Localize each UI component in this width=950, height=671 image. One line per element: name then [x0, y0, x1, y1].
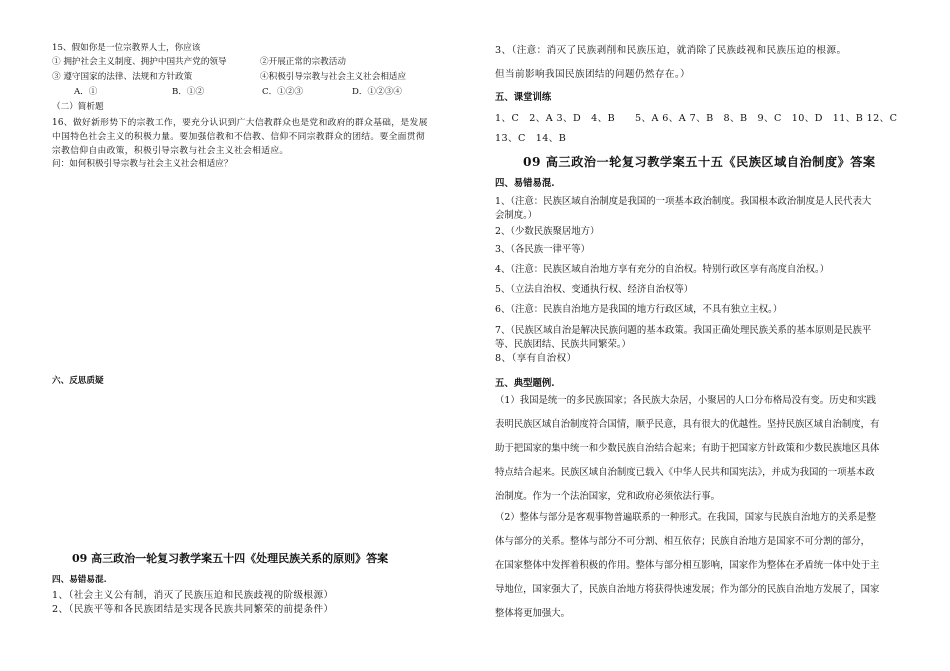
section-5-heading: 五、课堂训练	[495, 92, 552, 103]
q16-line-2: 中国特色社会主义的积极力量。要加强信教和不信教、信仰不同宗教群众的团结。要全面贯彻	[52, 132, 425, 142]
example-2-line-3: 在国家整体中发挥着积极的作用。整体与部分相互影响，国家作为整体在矛盾统一体中处于主	[495, 560, 880, 571]
q15-option-3: ③ 遵守国家的法律、法规和方针政策	[52, 72, 193, 82]
q15-choice-d: D．①②③④	[352, 87, 402, 97]
answer-55-item-2: 2、（少数民族聚居地方）	[495, 226, 600, 237]
example-1-line-3: 助于把国家的集中统一和少数民族自治结合起来；有助于把国家方针政策和少数民族地区具体	[495, 443, 880, 454]
answer-55-item-7-line-1: 7、（民族区域自治是解决民族问题的基本政策。我国正确处理民族关系的基本原则是民族平	[495, 325, 872, 336]
section-5b-heading: 五、典型题例.	[495, 378, 555, 389]
answer-54-title: 09 高三政治一轮复习教学案五十四《处理民族关系的原则》答案	[72, 552, 389, 565]
q16-line-1: 16、做好新形势下的宗教工作，要充分认识到广大信教群众也是党和政府的群众基础，是发展	[52, 118, 428, 128]
section-6-heading: 六、反思质疑	[52, 376, 104, 386]
answer-54-heading: 四、易错易混.	[52, 575, 107, 585]
answer-55-item-8: 8、（享有自治权）	[495, 353, 577, 364]
answer-55-item-3: 3、（各民族一律平等）	[495, 244, 591, 255]
answer-55-item-7-line-2: 等、民族团结、民族共同繁荣。）	[495, 339, 631, 350]
section-2-heading: （二）简析题	[52, 102, 104, 112]
answer-55-item-6: 6、（注意：民族自治地方是我国的地方行政区域，不具有独立主权。）	[495, 304, 783, 315]
answer-54-item-1: 1、（社会主义公有制，消灭了民族压迫和民族歧视的阶级根源）	[52, 590, 334, 601]
q15-choice-a: A．①	[74, 87, 98, 97]
example-2-line-1: （2）整体与部分是客观事物普遍联系的一种形式。在我国，国家与民族自治地方的关系是整	[495, 512, 876, 523]
answer-55-item-5: 5、（立法自治权、变通执行权、经济自治权等）	[495, 284, 694, 295]
answer-55-title: 09 高三政治一轮复习教学案五十五《民族区域自治制度》答案	[523, 155, 876, 169]
q15-option-1: ① 拥护社会主义制度、拥护中国共产党的领导	[52, 57, 227, 67]
item-3-line-2: 但当前影响我国民族团结的问题仍然存在。）	[495, 69, 691, 80]
q15-choice-b: B．①②	[172, 87, 205, 97]
item-3-line-1: 3、（注意：消灭了民族剥削和民族压迫，就消除了民族歧视和民族压迫的根源。	[495, 45, 847, 56]
q15-choice-c: C．①②③	[262, 87, 303, 97]
q15-option-4: ④积极引导宗教与社会主义社会相适应	[260, 72, 407, 82]
answer-54-item-2: 2、（民族平等和各民族团结是实现各民族共同繁荣的前提条件）	[52, 604, 334, 615]
example-1-line-5: 治制度。作为一个法治国家，党和政府必须依法行事。	[495, 491, 721, 502]
q16-question: 问：如何积极引导宗教与社会主义社会相适应？	[52, 159, 233, 169]
example-2-line-5: 整体将更加强大。	[495, 608, 571, 619]
answer-55-heading: 四、易错易混.	[495, 178, 555, 189]
example-2-line-2: 体与部分的关系。整体与部分不可分割、相互依存；民族自治地方是国家不可分割的部分，	[495, 536, 871, 547]
training-answers-line-2: 13、C 14、B	[495, 133, 567, 144]
example-1-line-1: （1）我国是统一的多民族国家；各民族大杂居，小聚居的人口分布格局没有变。历史和实践	[495, 395, 876, 406]
q16-line-3: 宗教信仰自由政策，积极引导宗教与社会主义社会相适应。	[52, 146, 289, 156]
answer-55-item-4: 4、（注意：民族区域自治地方享有充分的自治权。特别行政区享有高度自治权。）	[495, 264, 830, 275]
example-1-line-4: 特点结合起来。民族区域自治制度已载入《中华人民共和国宪法》，并成为我国的一项基本政	[495, 467, 875, 478]
training-answers-line-1: 1、C 2、A 3、D 4、B 5、A 6、A 7、B 8、B 9、C 10、D 11、B 12、C	[495, 113, 898, 124]
example-2-line-4: 导地位，国家强大了，民族自治地方将获得快速发展；作为部分的民族自治地方发展了，国家	[495, 584, 880, 595]
q15-stem: 15、假如你是一位宗教界人士，你应该	[52, 43, 201, 53]
example-1-line-2: 表明民族区域自治制度符合国情，顺乎民意，具有很大的优越性。坚持民族区域自治制度，有	[495, 419, 880, 430]
q15-option-2: ②开展正常的宗教活动	[260, 57, 346, 67]
answer-55-item-1-line-1: 1、（注意：民族区域自治制度是我国的一项基本政治制度。我国根本政治制度是人民代表大	[495, 196, 872, 207]
answer-55-item-1-line-2: 会制度。）	[495, 210, 538, 221]
